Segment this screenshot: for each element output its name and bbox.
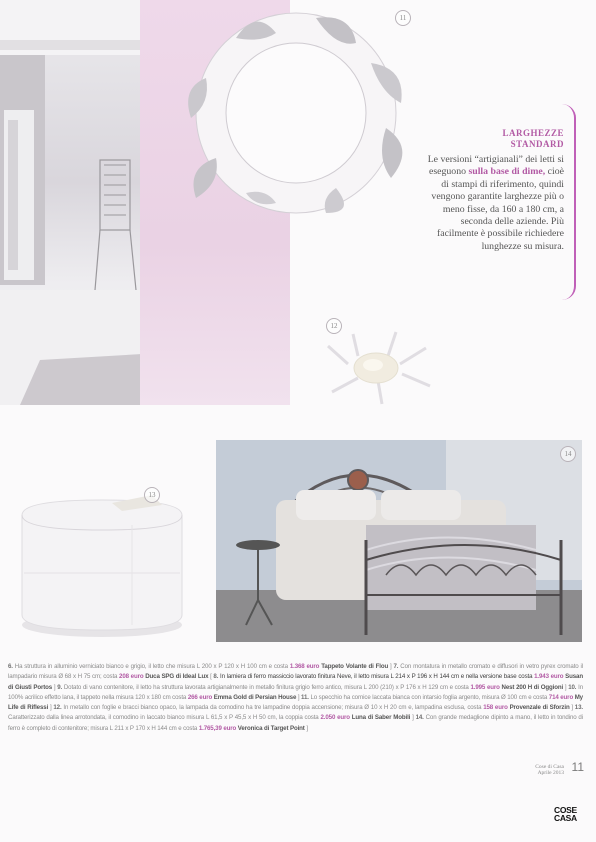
- product-captions: 6. Ha struttura in alluminio verniciato bianco e grigio, il letto che misura L 200 x P 120 x H 100 cm e costa 1.368 euro Tappeto Volante di Flou ] 7. Con montatura in metallo cromato e diffusori in vetro pyrex cromato il lampadario misura Ø 68 x H 75 cm; costa 208 euro Duca SPG di Ideal Lux [ 8. In lamiera di ferro massiccio lavorato finitura Neve, il letto misura L 214 x P 196 x H 144 cm e nella versione base costa 1.943 euro Susan di Giusti Portos ] 9. Dotato di vano contenitore, il letto ha struttura lavorata artigianalmente in metallo finitura grigio ferro antico, misura L 200 (210) x P 176 x H 129 cm e costa 1.995 euro Nest 200 H di Oggioni ] 10. In 100% acrilico effetto lana, il tappeto nella misura 120 x 180 cm costa 266 euro Emma Gold di Persian House ] 11. Lo specchio ha cornice laccata bianca con intarsio foglia argento, misura Ø 100 cm e costa 714 euro My Life di Riflessi ] 12. In metallo con foglie e bracci bianco opaco, la lampada da comodino ha tre lampadine doppia accensione; misura Ø 10 x H 20 cm e, lampadina esclusa, costa 158 euro Provenzale di Sforzin ] 13. Caratterizzato dalla linea arrotondata, il comodino in laccato bianco misura L 61,5 x P 45,5 x H 50 cm, la coppia costa 2.050 euro Luna di Saber Mobili ] 14. Con grande medaglione dipinto a mano, il letto in tondino di ferro è completo di contenitore; misura L 211 x P 170 x H 144 cm e costa 1.765,39 euro Veronica di Target Point ]: [8, 663, 584, 732]
- caption-text: Lo specchio ha cornice laccata bianca con intarsio foglia argento, misura Ø 100 cm e costa: [310, 693, 548, 701]
- sidebar-title: [502, 128, 564, 150]
- caption-price: 1.995 euro: [470, 683, 500, 691]
- footer-magazine: [535, 764, 564, 776]
- mirror-photo: [176, 8, 426, 218]
- lamp-illustration: [318, 326, 434, 406]
- caption-price: 714 euro: [548, 693, 574, 701]
- logo-line: CASA: [554, 813, 577, 823]
- caption-product: Luna di Saber Mobili: [351, 714, 411, 722]
- caption-price: 266 euro: [187, 693, 213, 701]
- sidebar-title-line: STANDARD: [510, 139, 564, 149]
- caption-text: In metallo con foglie e bracci bianco opaco, la lampada da comodino ha tre lampadine doppia accensione; misura Ø 10 x H 20 cm e, lampadina esclusa, costa: [63, 704, 482, 712]
- sidebar-box: [424, 104, 576, 300]
- page-number: 11: [571, 760, 584, 774]
- figure-number-badge: 11: [395, 10, 411, 26]
- figure-number-badge: 12: [326, 318, 342, 334]
- caption-number: 11.: [301, 693, 309, 701]
- caption-price: 1.368 euro: [289, 663, 320, 670]
- caption-product: Duca SPG di Ideal Lux: [145, 673, 209, 681]
- figure-number-badge: 13: [144, 487, 160, 503]
- caption-price: 158 euro: [483, 704, 508, 712]
- caption-number: 7.: [393, 663, 399, 670]
- caption-text: Con grande medaglione dipinto a mano, il letto in tondino di ferro è completo di contenitore; misura L 211 x P 170 x H 144 cm e costa: [8, 714, 583, 732]
- sidebar-text: cioè di stampi di riferimento, quindi vengono garantite larghezze più o meno fisse, da 160 a 180 cm, a seconda delle aziende. Più facilmente è possibile richiedere lunghezze su misura.: [431, 166, 564, 252]
- bed-photo: [216, 440, 582, 642]
- nightstand-illustration: [12, 485, 192, 645]
- caption-product: Veronica di Target Point: [237, 724, 305, 732]
- magazine-name: Cose di Casa: [535, 764, 564, 770]
- figure-number-badge: 14: [560, 446, 576, 462]
- caption-number: 6.: [8, 663, 13, 670]
- sidebar-highlight: sulla base di dime,: [468, 166, 546, 178]
- nightstand-photo: [12, 485, 192, 645]
- caption-text: Dotato di vano contenitore, il letto ha struttura lavorata artigianalmente in metallo finitura grigio ferro antico, misura L 200 (210) x P 176 x H 129 cm e costa: [63, 683, 469, 691]
- caption-text: Ha struttura in alluminio verniciato bianco e grigio, il letto che misura L 200 x P 120 x H 100 cm e costa: [14, 663, 288, 670]
- sidebar-body: [424, 154, 564, 253]
- sidebar-text: Le versioni “artigianali” dei letti si eseguono: [427, 154, 564, 178]
- caption-text: In lamiera di ferro massiccio lavorato finitura Neve, il letto misura L 214 x P 196 x H 144 cm e nella versione base costa: [220, 673, 533, 681]
- lamp-photo: [318, 322, 434, 406]
- caption-price: 1.765,39 euro: [198, 724, 237, 732]
- caption-product: Emma Gold di Persian House: [213, 693, 297, 701]
- leaf-mirror-illustration: [176, 8, 426, 218]
- caption-text: In 100% acrilico effetto lana, il tappeto nella misura 120 x 180 cm costa: [8, 683, 584, 701]
- iron-bed-illustration: [216, 440, 582, 642]
- caption-product: Provenzale di Sforzin: [509, 704, 570, 712]
- caption-product: My Life di Riflessi: [8, 693, 583, 712]
- caption-text: Caratterizzato dalla linea arrotondata, il comodino in laccato bianco misura L 61,5 x P 45,5 x H 50 cm, la coppia costa: [8, 714, 319, 722]
- issue-date: Aprile 2013: [537, 770, 564, 776]
- logo-line: COSE: [554, 805, 577, 815]
- caption-number: 10.: [568, 683, 577, 691]
- caption-price: 1.943 euro: [534, 673, 564, 681]
- caption-number: 13.: [574, 704, 583, 712]
- caption-product: Nest 200 H di Oggioni: [501, 683, 564, 691]
- caption-number: 14.: [415, 714, 424, 722]
- caption-number: 9.: [57, 683, 63, 691]
- cose-di-casa-logo: [554, 806, 584, 822]
- caption-number: 12.: [53, 704, 62, 712]
- sidebar-title-line: LARGHEZZE: [502, 128, 564, 138]
- caption-number: 8.: [213, 673, 219, 681]
- caption-price: 208 euro: [119, 673, 144, 681]
- caption-text: Con montatura in metallo cromato e diffusori in vetro pyrex cromato il lampadario misura Ø 68 x H 75 cm; costa: [8, 663, 583, 681]
- caption-product: Susan di Giusti Portos: [8, 673, 583, 691]
- caption-product: Tappeto Volante di Flou: [321, 663, 389, 670]
- caption-price: 2.050 euro: [320, 714, 350, 722]
